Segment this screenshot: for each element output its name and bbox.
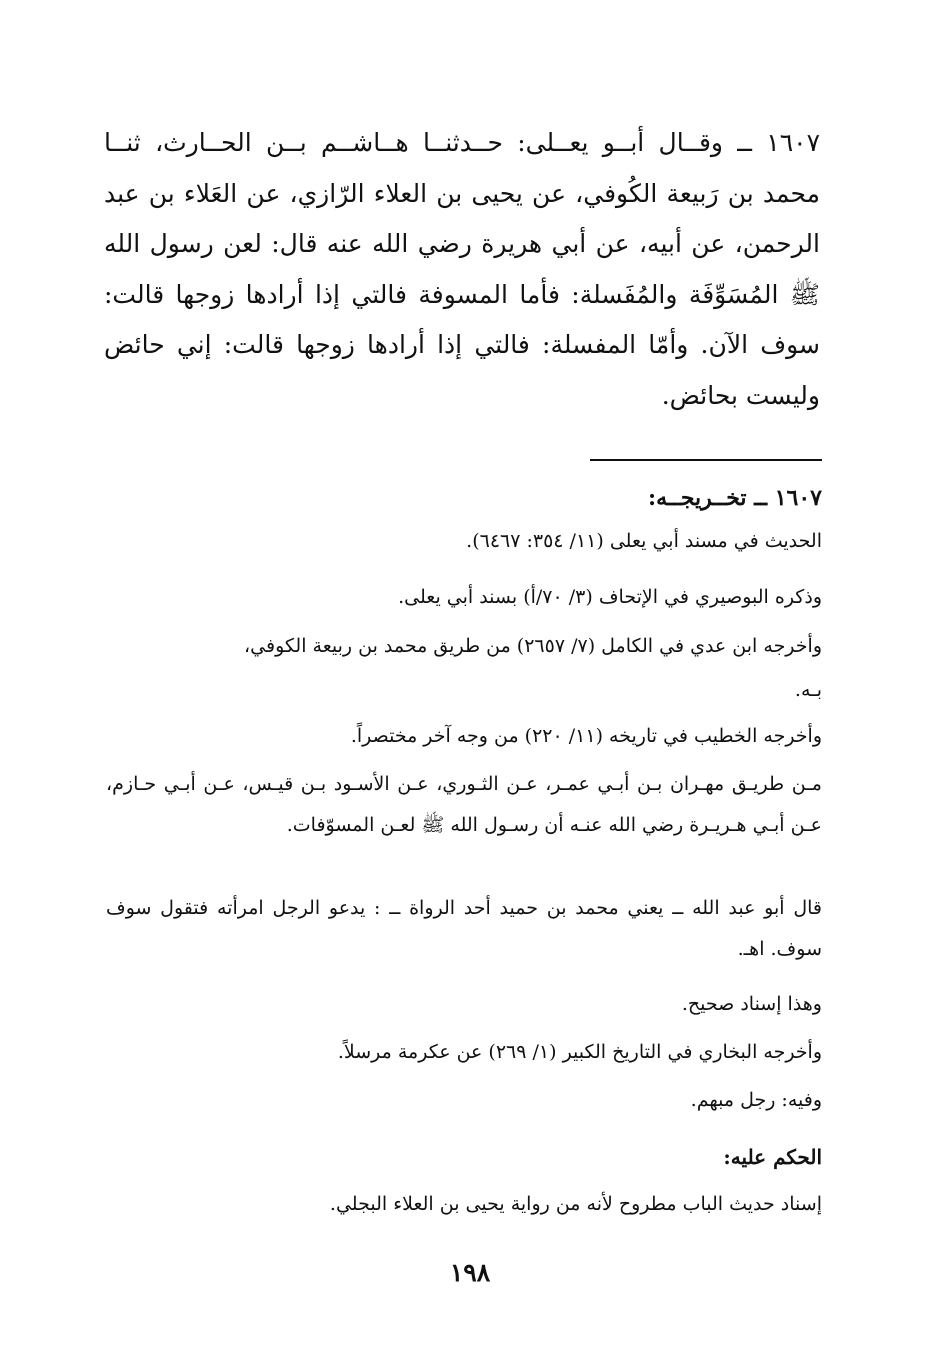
takhrij-paragraph: مـن طريـق مهـران بـن أبـي عمـر، عـن الثـوري، عـن الأسـود بـن قيـس، عـن أبـي حـازم، عـن أبـي هـريـرة رضي الله عنـه أن رسـول الله ﷺ لعـن المسوّفات. <box>106 773 822 836</box>
takhrij-paragraph: الحديث في مسند أبي يعلى (١١/ ٣٥٤: ٦٤٦٧). <box>466 530 822 552</box>
takhrij-paragraph: قال أبو عبد الله ــ يعني محمد بن حميد أحد الرواة ــ : يدعو الرجل امرأته فتقول سوف سوف. اهـ. <box>106 897 822 960</box>
takhrij-paragraph: وهذا إسناد صحيح. <box>681 993 822 1015</box>
takhrij-paragraph: وذكره البوصيري في الإتحاف (٣/ ٧٠/أ) بسند أبي يعلى. <box>398 586 822 608</box>
hukm-text: إسناد حديث الباب مطروح لأنه من رواية يحيى بن العلاء البجلي. <box>329 1193 822 1215</box>
hadith-text: ١٦٠٧ ــ وقــال أبــو يعــلى: حــدثنــا هــاشــم بــن الحــارث، ثنــا محمد بن رَبيعة الكُوفي، عن يحيى بن العلاء الرّازي، عن العَلاء بن عبد الرحمن، عن أبيه، عن أبي هريرة رضي الله عنه قال: لعن رسول الله ﷺ المُسَوِّفَة والمُفَسلة: فأما المسوفة فالتي إذا أرادها زوجها قالت: سوف الآن. وأمّا المفسلة: فالتي إذا أرادها زوجها قالت: إني حائض وليست بحائض. <box>104 128 820 410</box>
page-number: ١٩٨ <box>449 1258 491 1287</box>
takhrij-paragraph: وأخرجه البخاري في التاريخ الكبير (١/ ٢٦٩) عن عكرمة مرسلاً. <box>337 1041 822 1063</box>
takhrij-paragraph: بـه. <box>794 679 822 701</box>
takhrij-heading: ١٦٠٧ ــ تخــريجــه: <box>648 485 822 511</box>
footnote-divider <box>590 459 822 461</box>
takhrij-paragraph: وأخرجه ابن عدي في الكامل (٧/ ٢٦٥٧) من طريق محمد بن ربيعة الكوفي، <box>244 635 822 657</box>
takhrij-paragraph: وفيه: رجل مبهم. <box>690 1089 822 1111</box>
hukm-heading: الحكم عليه: <box>723 1145 822 1169</box>
takhrij-paragraph: وأخرجه الخطيب في تاريخه (١١/ ٢٢٠) من وجه آخر مختصراً. <box>350 725 822 747</box>
